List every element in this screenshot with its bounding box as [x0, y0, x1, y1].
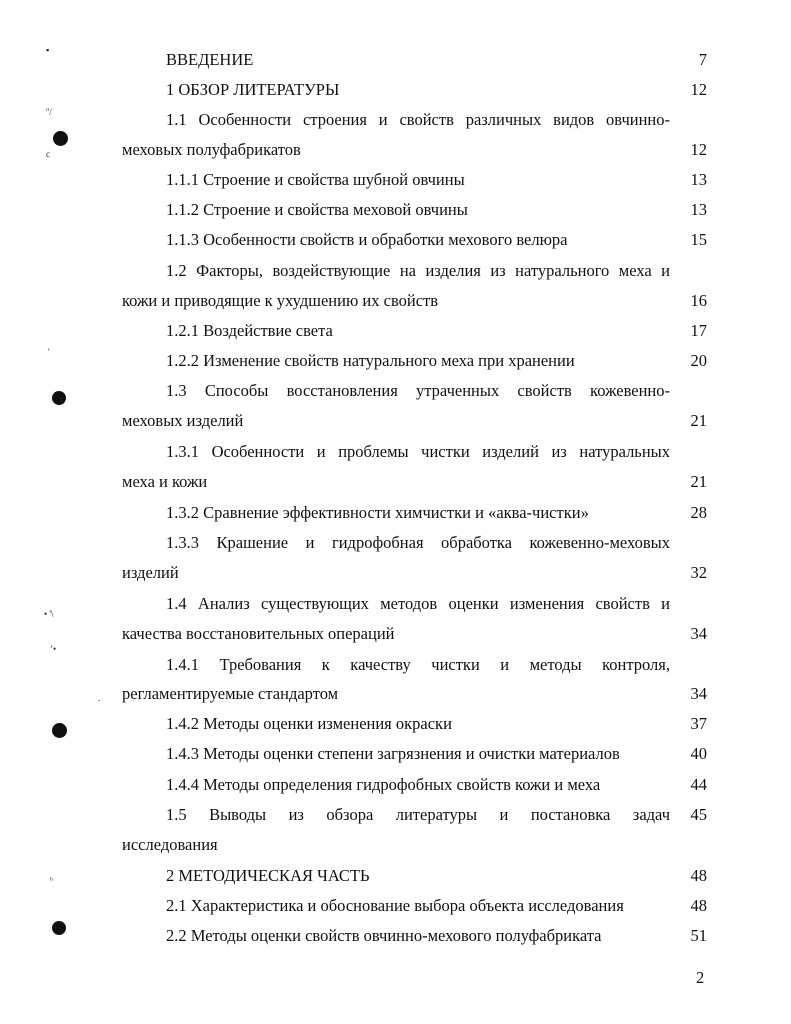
toc-entry-title: 1.5 Выводы из обзора литературы и постановка задач — [166, 805, 670, 824]
toc-page-number: 34 — [690, 624, 707, 643]
toc-entry-title: 1.4.1 Требования к качеству чистки и методы контроля, — [166, 655, 670, 674]
binding-hole — [52, 723, 67, 738]
toc-entry-title: 1.1.2 Строение и свойства меховой овчины — [166, 200, 468, 219]
scan-speck: ▪ — [46, 45, 50, 55]
scan-speck: • '\ — [44, 609, 54, 619]
toc-page-number: 12 — [690, 80, 707, 99]
toc-entry-title: 1 ОБЗОР ЛИТЕРАТУРЫ — [166, 80, 340, 99]
toc-page-number: 45 — [690, 805, 707, 824]
toc-page-number: 48 — [690, 866, 707, 885]
toc-entry-title: 1.4.3 Методы оценки степени загрязнения и очистки материалов — [166, 744, 620, 763]
toc-page-number: 13 — [690, 170, 707, 189]
toc-page-number: 13 — [690, 200, 707, 219]
scan-speck: ʼ• — [50, 644, 57, 654]
binding-hole — [52, 391, 66, 405]
scan-speck: ʰ — [50, 875, 53, 885]
toc-entry-title: 1.2.2 Изменение свойств натурального меха при хранении — [166, 351, 575, 370]
toc-entry-title-cont: регламентируемые стандартом — [122, 684, 339, 703]
toc-page-number: 21 — [690, 411, 707, 430]
scan-speck: c — [46, 149, 50, 159]
toc-page-number: 7 — [698, 50, 707, 69]
toc-entry-title: 1.3.2 Сравнение эффективности химчистки и «аква-чистки» — [166, 503, 589, 522]
toc-entry-title: 1.1 Особенности строения и свойств различных видов овчинно- — [166, 110, 670, 129]
toc-page-number: 17 — [690, 321, 707, 340]
scan-speck: . — [98, 693, 101, 703]
toc-page-number: 32 — [690, 563, 707, 582]
toc-page-number: 40 — [690, 744, 707, 763]
toc-entry-title: 1.3 Способы восстановления утраченных свойств кожевенно- — [166, 381, 670, 400]
page-number: 2 — [696, 968, 705, 987]
toc-page-number: 28 — [690, 503, 707, 522]
toc-page-number: 15 — [690, 230, 707, 249]
toc-entry-title: 2 МЕТОДИЧЕСКАЯ ЧАСТЬ — [166, 866, 370, 885]
scan-speck: ' — [48, 347, 50, 357]
toc-entry-title: 2.1 Характеристика и обоснование выбора объекта исследования — [166, 896, 624, 915]
toc-page-number: 48 — [690, 896, 707, 915]
toc-entry-title-cont: исследования — [122, 835, 218, 854]
toc-page-number: 12 — [690, 140, 707, 159]
toc-entry-title: 1.4.4 Методы определения гидрофобных свойств кожи и меха — [166, 775, 601, 794]
toc-page-number: 51 — [690, 926, 707, 945]
toc-entry-title-cont: меха и кожи — [122, 472, 208, 491]
toc-entry-title-cont: кожи и приводящие к ухудшению их свойств — [122, 291, 439, 310]
toc-entry-title-cont: изделий — [122, 563, 179, 582]
toc-entry-title: 1.1.1 Строение и свойства шубной овчины — [166, 170, 465, 189]
toc-page-number: 16 — [690, 291, 707, 310]
toc-entry-title-cont: качества восстановительных операций — [122, 624, 395, 643]
toc-entry-title-cont: меховых полуфабрикатов — [122, 140, 301, 159]
binding-hole — [52, 921, 66, 935]
toc-entry-title: 1.3.1 Особенности и проблемы чистки изделий из натуральных — [166, 442, 670, 461]
toc-entry-title: 1.4 Анализ существующих методов оценки изменения свойств и — [166, 594, 670, 613]
toc-entry-title: 1.1.3 Особенности свойств и обработки мехового велюра — [166, 230, 568, 249]
toc-entry-title: 1.2 Факторы, воздействующие на изделия из натурального меха и — [166, 261, 670, 280]
toc-entry-title-cont: меховых изделий — [122, 411, 244, 430]
toc-page-number: 37 — [690, 714, 707, 733]
toc-entry-title: 1.2.1 Воздействие света — [166, 321, 333, 340]
toc-page-number: 34 — [690, 684, 707, 703]
scan-speck: ''/ — [46, 107, 52, 117]
toc-page-number: 20 — [690, 351, 707, 370]
toc-entry-title: 2.2 Методы оценки свойств овчинно-мехового полуфабриката — [166, 926, 602, 945]
toc-entry-title: 1.4.2 Методы оценки изменения окраски — [166, 714, 452, 733]
toc-entry-title: ВВЕДЕНИЕ — [166, 50, 254, 69]
toc-entry-title: 1.3.3 Крашение и гидрофобная обработка кожевенно-меховых — [166, 533, 670, 552]
binding-hole — [53, 131, 68, 146]
toc-page-number: 44 — [690, 775, 707, 794]
toc-page-number: 21 — [690, 472, 707, 491]
